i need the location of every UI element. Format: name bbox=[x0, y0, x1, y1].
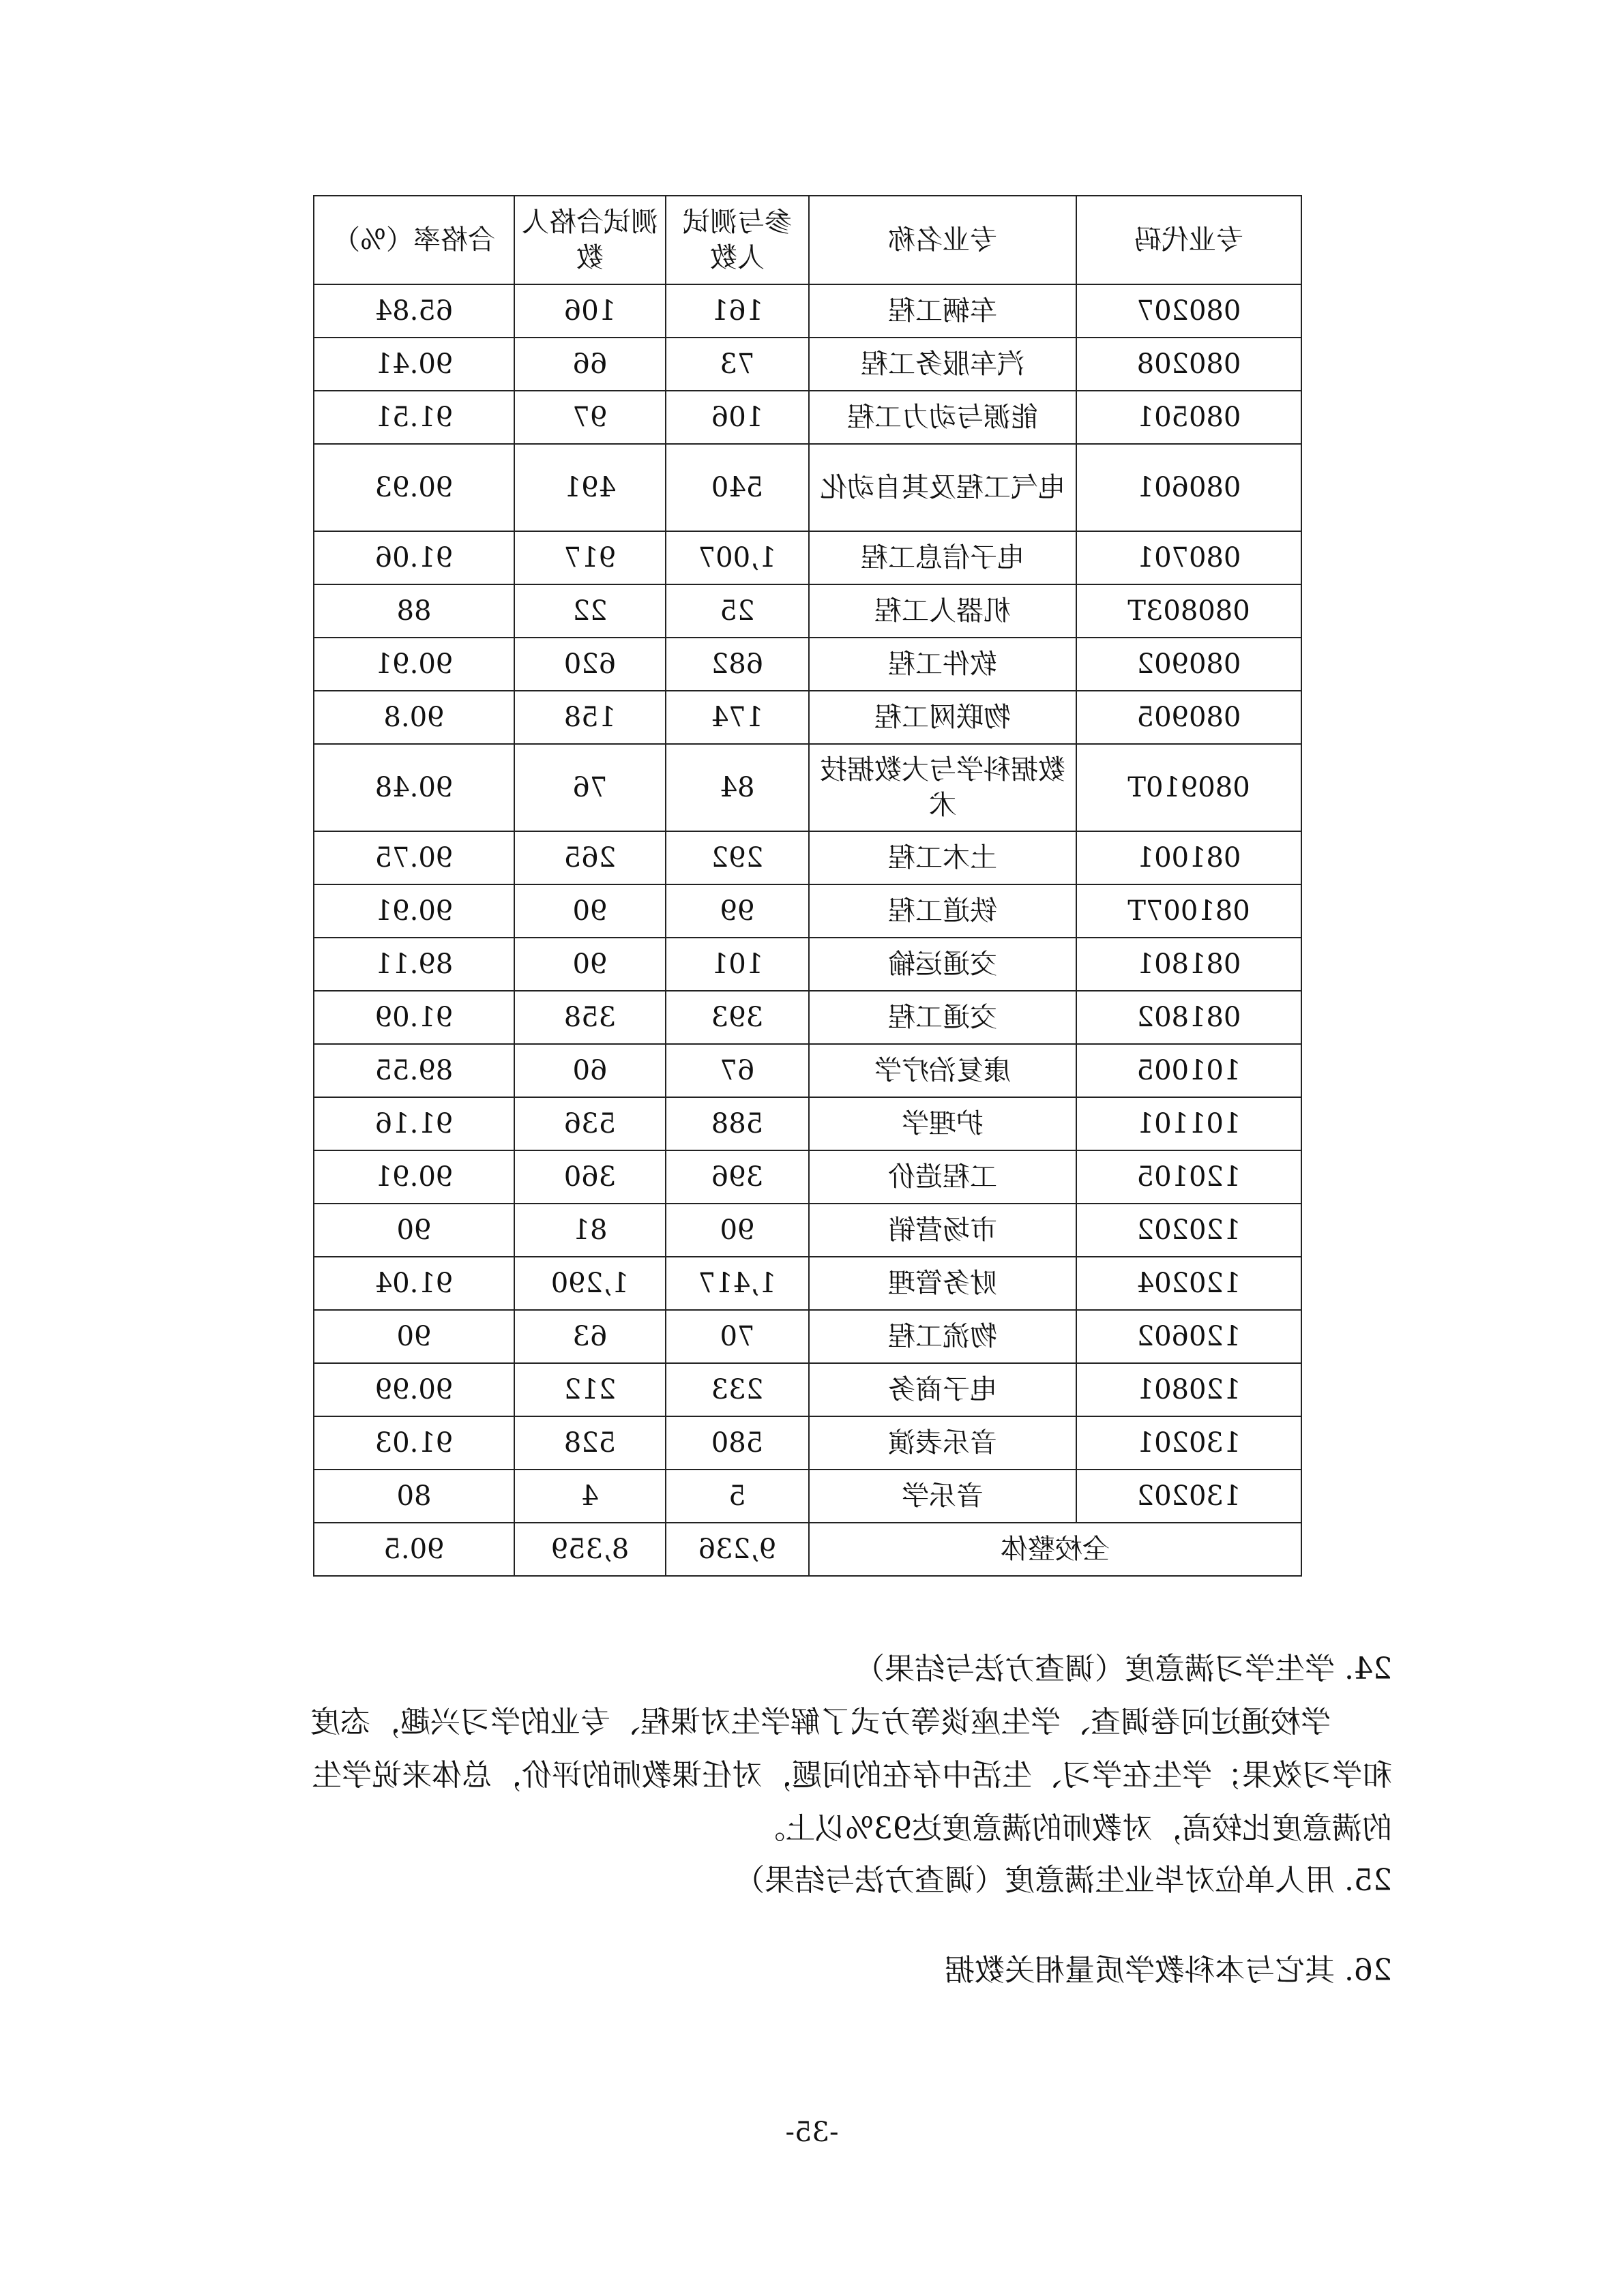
cell-rate: 89.55 bbox=[314, 1044, 514, 1097]
total-rate: 90.5 bbox=[314, 1523, 514, 1576]
cell-participants: 84 bbox=[666, 744, 809, 831]
cell-participants: 73 bbox=[666, 338, 809, 391]
cell-rate: 91.09 bbox=[314, 991, 514, 1044]
cell-participants: 1,007 bbox=[666, 531, 809, 584]
table-row bbox=[314, 284, 1301, 338]
cell-rate: 91.06 bbox=[314, 531, 514, 584]
table-row bbox=[314, 638, 1301, 691]
cell-participants: 540 bbox=[666, 444, 809, 531]
page-number: -35- bbox=[785, 2117, 839, 2148]
cell-rate: 90.41 bbox=[314, 338, 514, 391]
cell-participants: 25 bbox=[666, 584, 809, 638]
cell-code: 081802 bbox=[1076, 991, 1301, 1044]
header-participants: 参与测试人数 bbox=[666, 196, 809, 284]
cell-participants: 101 bbox=[666, 938, 809, 991]
cell-participants: 106 bbox=[666, 391, 809, 444]
section-25-title: 25. 用人单位对毕业生满意度（调查方法与结果） bbox=[735, 1863, 1392, 1898]
cell-rate: 80 bbox=[314, 1470, 514, 1523]
cell-rate: 90.48 bbox=[314, 744, 514, 831]
cell-passed: 620 bbox=[514, 638, 666, 691]
cell-participants: 5 bbox=[666, 1470, 809, 1523]
cell-passed: 81 bbox=[514, 1204, 666, 1257]
table-row bbox=[314, 338, 1301, 391]
cell-passed: 360 bbox=[514, 1150, 666, 1204]
table-row bbox=[314, 831, 1301, 884]
cell-rate: 91.04 bbox=[314, 1257, 514, 1310]
cell-rate: 91.51 bbox=[314, 391, 514, 444]
cell-name: 车辆工程 bbox=[809, 284, 1076, 338]
table-row bbox=[314, 391, 1301, 444]
total-label: 全校整体 bbox=[809, 1523, 1301, 1576]
cell-participants: 161 bbox=[666, 284, 809, 338]
cell-rate: 90.91 bbox=[314, 884, 514, 938]
cell-code: 080601 bbox=[1076, 444, 1301, 531]
cell-name: 物联网工程 bbox=[809, 691, 1076, 744]
table-row bbox=[314, 1150, 1301, 1204]
table-total-row bbox=[314, 1523, 1301, 1576]
cell-participants: 174 bbox=[666, 691, 809, 744]
total-passed: 8,359 bbox=[514, 1523, 666, 1576]
cell-rate: 90.75 bbox=[314, 831, 514, 884]
section-24-paragraph-line-2: 和学习效果；学生在学习、生活中存在的问题，对任课教师的评价，总体来说学生 bbox=[312, 1758, 1392, 1793]
cell-rate: 90.91 bbox=[314, 1150, 514, 1204]
cell-rate: 89.11 bbox=[314, 938, 514, 991]
table-body bbox=[314, 284, 1301, 1576]
cell-code: 080208 bbox=[1076, 338, 1301, 391]
cell-name: 交通工程 bbox=[809, 991, 1076, 1044]
cell-participants: 292 bbox=[666, 831, 809, 884]
cell-rate: 90 bbox=[314, 1204, 514, 1257]
cell-name: 市场营销 bbox=[809, 1204, 1076, 1257]
cell-name: 工程造价 bbox=[809, 1150, 1076, 1204]
pass-rate-table bbox=[313, 195, 1302, 1577]
table-row bbox=[314, 584, 1301, 638]
table-header-row bbox=[314, 196, 1301, 284]
cell-name: 音乐表演 bbox=[809, 1416, 1076, 1470]
cell-participants: 90 bbox=[666, 1204, 809, 1257]
table-row bbox=[314, 991, 1301, 1044]
header-passed: 测试合格人数 bbox=[514, 196, 666, 284]
cell-passed: 90 bbox=[514, 884, 666, 938]
table-row bbox=[314, 1470, 1301, 1523]
header-rate: 合格率（%） bbox=[314, 196, 514, 284]
cell-passed: 60 bbox=[514, 1044, 666, 1097]
table-row bbox=[314, 1310, 1301, 1363]
cell-code: 130202 bbox=[1076, 1470, 1301, 1523]
cell-code: 120105 bbox=[1076, 1150, 1301, 1204]
total-participants: 9,236 bbox=[666, 1523, 809, 1576]
cell-code: 081001 bbox=[1076, 831, 1301, 884]
cell-code: 080803T bbox=[1076, 584, 1301, 638]
cell-passed: 97 bbox=[514, 391, 666, 444]
cell-code: 080905 bbox=[1076, 691, 1301, 744]
cell-participants: 682 bbox=[666, 638, 809, 691]
cell-passed: 66 bbox=[514, 338, 666, 391]
cell-passed: 63 bbox=[514, 1310, 666, 1363]
cell-passed: 90 bbox=[514, 938, 666, 991]
cell-passed: 528 bbox=[514, 1416, 666, 1470]
cell-name: 汽车服务工程 bbox=[809, 338, 1076, 391]
cell-participants: 67 bbox=[666, 1044, 809, 1097]
cell-name: 音乐学 bbox=[809, 1470, 1076, 1523]
cell-code: 080910T bbox=[1076, 744, 1301, 831]
cell-code: 101101 bbox=[1076, 1097, 1301, 1150]
cell-passed: 358 bbox=[514, 991, 666, 1044]
cell-code: 120202 bbox=[1076, 1204, 1301, 1257]
table-row bbox=[314, 884, 1301, 938]
cell-code: 080207 bbox=[1076, 284, 1301, 338]
table-row bbox=[314, 1363, 1301, 1416]
cell-participants: 393 bbox=[666, 991, 809, 1044]
cell-code: 120801 bbox=[1076, 1363, 1301, 1416]
cell-rate: 90.8 bbox=[314, 691, 514, 744]
cell-rate: 90.93 bbox=[314, 444, 514, 531]
cell-name: 财务管理 bbox=[809, 1257, 1076, 1310]
cell-name: 软件工程 bbox=[809, 638, 1076, 691]
cell-name: 电子商务 bbox=[809, 1363, 1076, 1416]
cell-passed: 536 bbox=[514, 1097, 666, 1150]
table-row bbox=[314, 531, 1301, 584]
table-row bbox=[314, 1416, 1301, 1470]
cell-code: 080501 bbox=[1076, 391, 1301, 444]
cell-name: 电子信息工程 bbox=[809, 531, 1076, 584]
cell-name: 交通运输 bbox=[809, 938, 1076, 991]
cell-code: 130201 bbox=[1076, 1416, 1301, 1470]
cell-code: 081007T bbox=[1076, 884, 1301, 938]
cell-name: 电气工程及其自动化 bbox=[809, 444, 1076, 531]
table-row bbox=[314, 1097, 1301, 1150]
cell-name: 铁道工程 bbox=[809, 884, 1076, 938]
cell-participants: 396 bbox=[666, 1150, 809, 1204]
cell-code: 120602 bbox=[1076, 1310, 1301, 1363]
section-24-paragraph-line-1: 学校通过问卷调查、学生座谈等方式了解学生对课程、专业的学习兴趣，态度 bbox=[310, 1705, 1331, 1740]
cell-code: 120204 bbox=[1076, 1257, 1301, 1310]
section-24-title: 24. 学生学习满意度（调查方法与结果） bbox=[855, 1652, 1392, 1686]
cell-rate: 91.16 bbox=[314, 1097, 514, 1150]
cell-passed: 917 bbox=[514, 531, 666, 584]
table-row bbox=[314, 1204, 1301, 1257]
cell-rate: 91.03 bbox=[314, 1416, 514, 1470]
cell-participants: 1,417 bbox=[666, 1257, 809, 1310]
table-row bbox=[314, 744, 1301, 831]
section-24-paragraph-line-3: 的满意度比较高，对教师的满意度达93%以上。 bbox=[755, 1811, 1392, 1846]
cell-name: 物流工程 bbox=[809, 1310, 1076, 1363]
cell-passed: 106 bbox=[514, 284, 666, 338]
cell-code: 101005 bbox=[1076, 1044, 1301, 1097]
cell-name: 护理学 bbox=[809, 1097, 1076, 1150]
cell-rate: 90.99 bbox=[314, 1363, 514, 1416]
cell-participants: 588 bbox=[666, 1097, 809, 1150]
cell-rate: 88 bbox=[314, 584, 514, 638]
cell-name: 土木工程 bbox=[809, 831, 1076, 884]
table-row bbox=[314, 1257, 1301, 1310]
cell-code: 080902 bbox=[1076, 638, 1301, 691]
cell-rate: 90 bbox=[314, 1310, 514, 1363]
cell-passed: 491 bbox=[514, 444, 666, 531]
cell-name: 机器人工程 bbox=[809, 584, 1076, 638]
table-row bbox=[314, 444, 1301, 531]
cell-passed: 4 bbox=[514, 1470, 666, 1523]
cell-rate: 90.91 bbox=[314, 638, 514, 691]
cell-passed: 22 bbox=[514, 584, 666, 638]
section-26-title: 26. 其它与本科教学质量相关数据 bbox=[945, 1953, 1392, 1988]
cell-passed: 265 bbox=[514, 831, 666, 884]
cell-passed: 76 bbox=[514, 744, 666, 831]
cell-name: 能源与动力工程 bbox=[809, 391, 1076, 444]
cell-passed: 158 bbox=[514, 691, 666, 744]
table-row bbox=[314, 1044, 1301, 1097]
header-name: 专业名称 bbox=[809, 196, 1076, 284]
cell-participants: 99 bbox=[666, 884, 809, 938]
cell-participants: 580 bbox=[666, 1416, 809, 1470]
header-code: 专业代码 bbox=[1076, 196, 1301, 284]
cell-name: 数据科学与大数据技术 bbox=[809, 744, 1076, 831]
cell-code: 080701 bbox=[1076, 531, 1301, 584]
cell-code: 081801 bbox=[1076, 938, 1301, 991]
table-row bbox=[314, 938, 1301, 991]
cell-name: 康复治疗学 bbox=[809, 1044, 1076, 1097]
cell-participants: 70 bbox=[666, 1310, 809, 1363]
cell-participants: 233 bbox=[666, 1363, 809, 1416]
cell-passed: 1,290 bbox=[514, 1257, 666, 1310]
cell-passed: 212 bbox=[514, 1363, 666, 1416]
table-row bbox=[314, 691, 1301, 744]
cell-rate: 65.84 bbox=[314, 284, 514, 338]
